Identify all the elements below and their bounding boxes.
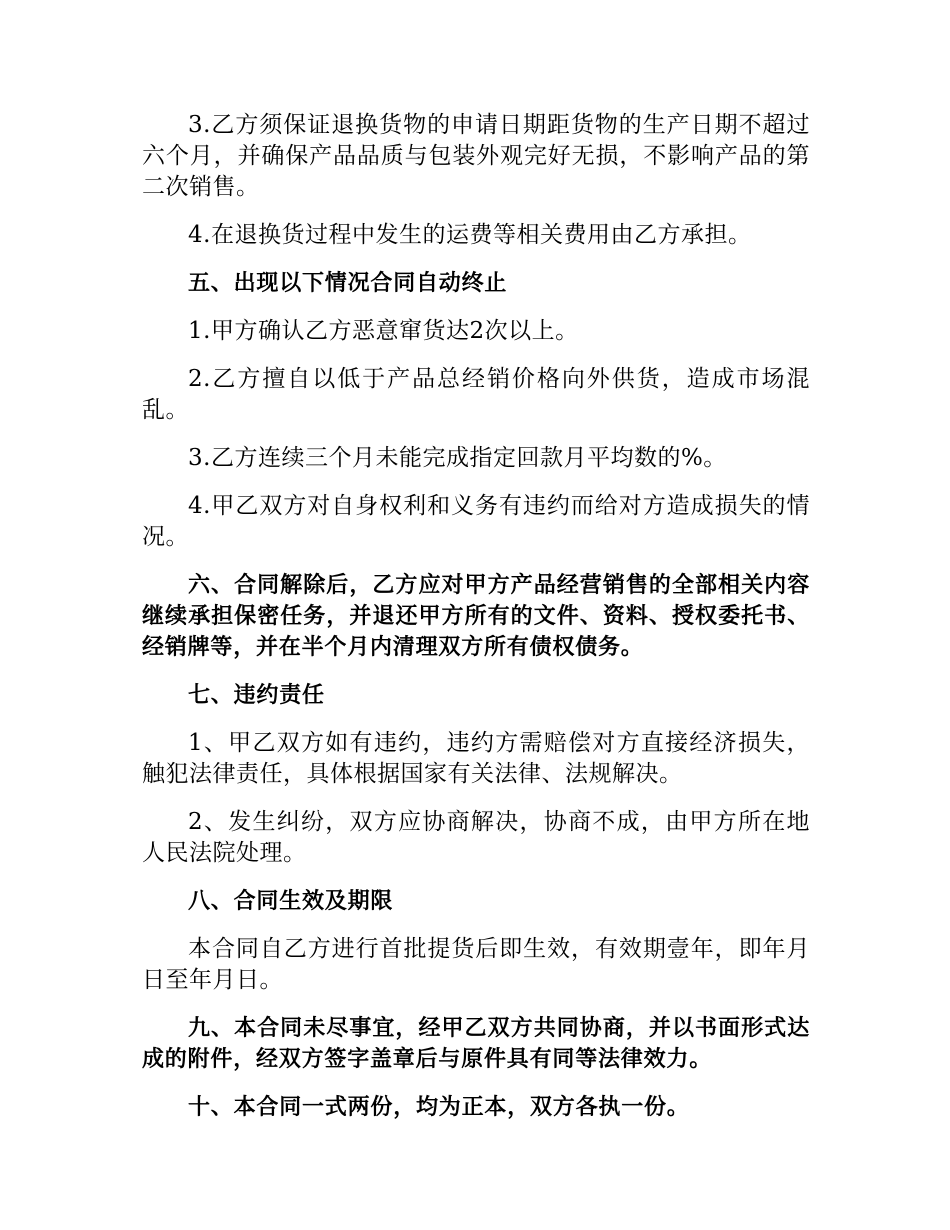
section-confidentiality: 六、合同解除后，乙方应对甲方产品经营销售的全部相关内容继续承担保密任务，并退还甲方所有的文件、资料、授权委托书、经销牌等，并在半个月内清理双方所有债权债务。 xyxy=(142,573,810,660)
section-heading-liability: 七、违约责任 xyxy=(188,683,325,708)
clause-breach-loss: 4.甲乙双方对自身权利和义务有违约而给对方造成损失的情况。 xyxy=(142,493,810,550)
clause-dispute: 2、发生纠纷，双方应协商解决，协商不成，由甲方所在地人民法院处理。 xyxy=(142,809,810,866)
section-supplementary: 九、本合同未尽事宜，经甲乙双方共同协商，并以书面形式达成的附件，经双方签字盖章后与原件具有同等法律效力。 xyxy=(142,1016,810,1072)
clause-compensation: 1、甲乙双方如有违约，违约方需赔偿对方直接经济损失，触犯法律责任，具体根据国家有关法律、法规解决。 xyxy=(142,730,810,787)
section-heading-validity: 八、合同生效及期限 xyxy=(188,889,394,914)
clause-payment-target: 3.乙方连续三个月未能完成指定回款月平均数的%。 xyxy=(188,445,727,471)
document-page xyxy=(142,110,810,1140)
clause-validity-period: 本合同自乙方进行首批提货后即生效，有效期壹年，即年月日至年月日。 xyxy=(142,936,810,993)
clause-return-date: 3.乙方须保证退换货物的申请日期距货物的生产日期不超过六个月，并确保产品品质与包装外观完好无损，不影响产品的第二次销售。 xyxy=(142,112,810,200)
section-copies: 十、本合同一式两份，均为正本，双方各执一份。 xyxy=(188,1095,690,1120)
clause-cross-selling: 1.甲方确认乙方恶意窜货达2次以上。 xyxy=(188,318,579,344)
clause-low-price: 2.乙方擅自以低于产品总经销价格向外供货，造成市场混乱。 xyxy=(142,366,810,423)
clause-freight-cost: 4.在退换货过程中发生的运费等相关费用由乙方承担。 xyxy=(188,222,752,248)
section-heading-termination: 五、出现以下情况合同自动终止 xyxy=(188,271,508,296)
